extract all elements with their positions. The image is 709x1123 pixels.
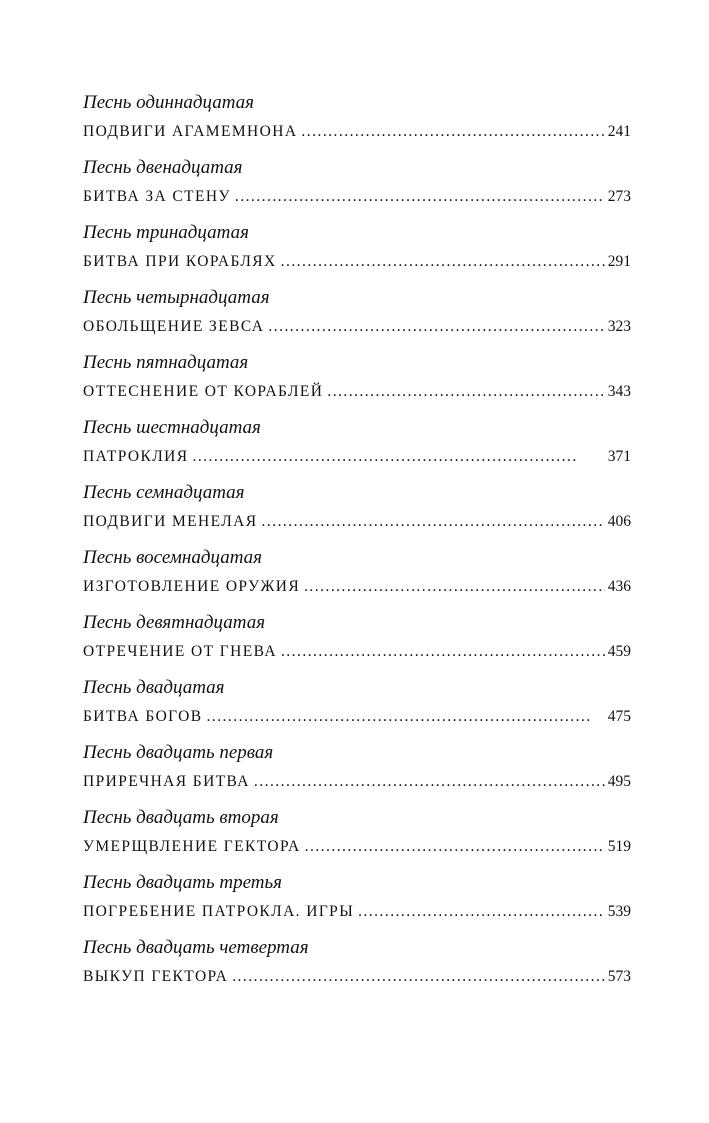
chapter-title: ОТТЕСНЕНИЕ ОТ КОРАБЛЕЙ: [83, 383, 324, 400]
chapter-title: БИТВА ЗА СТЕНУ: [83, 188, 231, 205]
table-of-contents: [83, 89, 631, 999]
song-heading: Песнь двадцать вторая: [83, 807, 279, 828]
chapter-title: ПОДВИГИ АГАМЕМНОНА: [83, 123, 298, 140]
toc-entry: [83, 414, 631, 479]
dot-leader: [281, 637, 605, 667]
song-heading: Песнь пятнадцатая: [83, 352, 249, 373]
dot-leader: [268, 312, 604, 342]
toc-line: [83, 897, 631, 927]
dot-leader: [254, 767, 605, 797]
page-number: 371: [607, 448, 631, 465]
chapter-title: ПАТРОКЛИЯ: [83, 448, 189, 465]
song-heading: Песнь четырнадцатая: [83, 287, 270, 308]
toc-line: [83, 572, 631, 602]
dot-leader: [358, 897, 605, 927]
page-number: 436: [607, 578, 631, 595]
page-number: 459: [607, 643, 631, 660]
page-number: 573: [607, 968, 631, 985]
song-heading: Песнь шестнадцатая: [83, 417, 261, 438]
toc-entry: [83, 154, 631, 219]
toc-entry: [83, 609, 631, 674]
dot-leader: [305, 832, 605, 862]
chapter-title: ОБОЛЬЩЕНИЕ ЗЕВСА: [83, 318, 265, 335]
toc-entry: [83, 89, 631, 154]
song-heading: Песнь двенадцатая: [83, 157, 243, 178]
page-number: 495: [607, 773, 631, 790]
toc-line: [83, 637, 631, 667]
page-number: 291: [607, 253, 631, 270]
chapter-title: ОТРЕЧЕНИЕ ОТ ГНЕВА: [83, 643, 277, 660]
toc-line: [83, 962, 631, 992]
chapter-title: ПРИРЕЧНАЯ БИТВА: [83, 773, 250, 790]
toc-entry: [83, 219, 631, 284]
chapter-title: ПОДВИГИ МЕНЕЛАЯ: [83, 513, 258, 530]
toc-entry: [83, 934, 631, 999]
chapter-title: БИТВА БОГОВ: [83, 708, 203, 725]
toc-line: [83, 117, 631, 147]
toc-entry: [83, 739, 631, 804]
toc-entry: [83, 349, 631, 414]
toc-line: [83, 312, 631, 342]
dot-leader: [262, 507, 605, 537]
page-number: 519: [607, 838, 631, 855]
song-heading: Песнь девятнадцатая: [83, 612, 266, 633]
song-heading: Песнь семнадцатая: [83, 482, 245, 503]
song-heading: Песнь двадцать третья: [83, 872, 282, 893]
dot-leader: [207, 702, 605, 732]
song-heading: Песнь тринадцатая: [83, 222, 249, 243]
song-heading: Песнь одиннадцатая: [83, 92, 254, 113]
dot-leader: [232, 962, 605, 992]
toc-line: [83, 702, 631, 732]
page-number: 241: [607, 123, 631, 140]
chapter-title: ИЗГОТОВЛЕНИЕ ОРУЖИЯ: [83, 578, 301, 595]
toc-line: [83, 832, 631, 862]
dot-leader: [235, 182, 605, 212]
dot-leader: [301, 117, 604, 147]
chapter-title: ВЫКУП ГЕКТОРА: [83, 968, 229, 985]
dot-leader: [327, 377, 604, 407]
toc-entry: [83, 869, 631, 934]
chapter-title: УМЕРЩВЛЕНИЕ ГЕКТОРА: [83, 838, 301, 855]
song-heading: Песнь двадцать четвертая: [83, 937, 309, 958]
page-number: 273: [607, 188, 631, 205]
page-number: 475: [607, 708, 631, 725]
page-number: 323: [607, 318, 631, 335]
dot-leader: [281, 247, 605, 277]
toc-entry: [83, 804, 631, 869]
toc-entry: [83, 544, 631, 609]
toc-line: [83, 247, 631, 277]
toc-line: [83, 767, 631, 797]
song-heading: Песнь двадцатая: [83, 677, 225, 698]
toc-line: [83, 507, 631, 537]
toc-line: [83, 182, 631, 212]
page-number: 539: [607, 903, 631, 920]
song-heading: Песнь восемнадцатая: [83, 547, 262, 568]
toc-line: [83, 377, 631, 407]
toc-entry: [83, 284, 631, 349]
page-number: 406: [607, 513, 631, 530]
dot-leader: [304, 572, 605, 602]
toc-entry: [83, 479, 631, 544]
page-number: 343: [607, 383, 631, 400]
toc-entry: [83, 674, 631, 739]
chapter-title: БИТВА ПРИ КОРАБЛЯХ: [83, 253, 277, 270]
chapter-title: ПОГРЕБЕНИЕ ПАТРОКЛА. ИГРЫ: [83, 903, 355, 920]
dot-leader: [192, 442, 604, 472]
toc-line: [83, 442, 631, 472]
song-heading: Песнь двадцать первая: [83, 742, 274, 763]
